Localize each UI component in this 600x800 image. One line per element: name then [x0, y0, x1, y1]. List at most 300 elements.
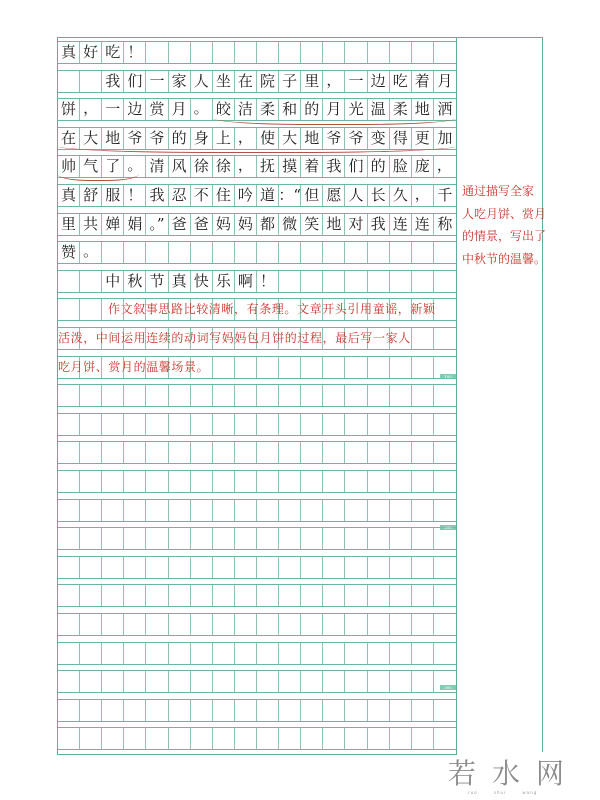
grid-cell	[279, 271, 301, 292]
grid-cell: 和	[279, 99, 301, 120]
grid-cell: 月	[437, 71, 453, 90]
grid-cell	[146, 385, 168, 406]
grid-cell	[235, 728, 257, 749]
grid-cell: 妈	[235, 214, 257, 235]
grid-row	[58, 184, 456, 207]
grid-cell: 笑	[301, 214, 323, 235]
grid-cell: 人	[191, 71, 213, 92]
grid-cell	[301, 528, 323, 549]
grid-cell: 忍	[169, 185, 191, 206]
grid-cell: 着	[412, 71, 434, 92]
grid-cell	[257, 471, 279, 492]
grid-cell	[235, 42, 257, 63]
grid-cell	[169, 614, 191, 635]
grid-cell: 爷	[146, 128, 168, 149]
grid-cell	[146, 643, 168, 664]
grid-cell	[169, 585, 191, 606]
grid-cell	[368, 643, 390, 664]
grid-cell	[412, 500, 434, 521]
grid-cell: 上	[213, 128, 235, 149]
grid-cell	[301, 557, 323, 578]
grid-cell	[102, 242, 124, 263]
grid-cell	[368, 585, 390, 606]
grid-cell: 真	[58, 185, 80, 206]
grid-cell	[169, 442, 191, 463]
grid-cell	[102, 643, 124, 664]
grid-cell	[323, 614, 345, 635]
grid-cell: 服	[102, 185, 124, 206]
grid-cell	[58, 271, 80, 292]
grid-cell	[390, 471, 412, 492]
grid-cell	[102, 442, 124, 463]
grid-cell	[257, 643, 279, 664]
grid-cell	[213, 528, 235, 549]
grid-cell	[58, 385, 80, 406]
grid-cell	[169, 242, 191, 263]
grid-cell: 月	[323, 99, 345, 120]
grid-cell	[213, 700, 235, 721]
grid-cell: 我	[323, 156, 345, 177]
grid-cell	[412, 471, 434, 492]
grid-cell	[323, 471, 345, 492]
grid-cell	[257, 500, 279, 521]
grid-cell: 婵	[102, 214, 124, 235]
grid-row	[58, 527, 456, 550]
grid-cell	[124, 614, 146, 635]
grid-cell	[146, 528, 168, 549]
grid-cell: 吟	[235, 185, 257, 206]
grid-cell: 坐	[213, 71, 235, 92]
grid-cell	[345, 614, 367, 635]
grid-row	[58, 413, 456, 436]
grid-cell	[169, 385, 191, 406]
grid-cell: 。	[191, 99, 213, 120]
grid-cell: 徐	[213, 156, 235, 177]
grid-cell	[412, 414, 434, 435]
grid-cell: ，	[436, 156, 452, 175]
grid-cell: 微	[279, 214, 301, 235]
grid-cell: 地	[301, 128, 323, 149]
grid-cell	[390, 643, 412, 664]
grid-cell	[301, 271, 323, 292]
grid-cell	[345, 643, 367, 664]
grid-cell	[80, 500, 102, 521]
grid-cell: 里	[301, 71, 323, 92]
grid-cell	[80, 614, 102, 635]
grid-cell	[124, 585, 146, 606]
grid-cell	[368, 414, 390, 435]
grid-cell: 在	[235, 71, 257, 92]
grid-cell	[345, 671, 367, 692]
grid-cell	[390, 271, 412, 292]
grid-cell: 帅	[58, 156, 80, 177]
grid-cell	[169, 700, 191, 721]
grid-cell	[169, 557, 191, 578]
grid-row	[58, 727, 456, 750]
grid-cell: 我	[102, 71, 124, 92]
grid-cell	[80, 71, 102, 92]
grid-cell	[80, 700, 102, 721]
grid-cell	[124, 242, 146, 263]
grid-cell	[279, 385, 301, 406]
grid-cell	[257, 700, 279, 721]
grid-cell	[58, 671, 80, 692]
grid-cell	[323, 242, 345, 263]
grid-cell	[102, 528, 124, 549]
grid-cell: ，	[323, 71, 345, 92]
grid-cell	[124, 671, 146, 692]
grid-cell	[169, 728, 191, 749]
grid-cell	[279, 242, 301, 263]
grid-cell	[80, 643, 102, 664]
grid-cell	[146, 557, 168, 578]
grid-cell	[124, 728, 146, 749]
grid-cell: 好	[80, 42, 102, 63]
grid-cell	[301, 385, 323, 406]
grid-cell	[412, 671, 434, 692]
grid-cell	[102, 557, 124, 578]
grid-cell	[323, 500, 345, 521]
grid-row	[58, 41, 456, 64]
grid-cell: 地	[412, 99, 434, 120]
grid-cell	[390, 614, 412, 635]
grid-cell: 风	[169, 156, 191, 177]
grid-cell: 赞	[58, 242, 80, 263]
grid-cell	[257, 671, 279, 692]
grid-cell	[80, 557, 102, 578]
grid-cell	[213, 585, 235, 606]
teacher-comment-line: 活泼，中间运用连续的动词写妈妈包月饼的过程，最后写一家人	[58, 331, 411, 345]
grid-cell	[124, 471, 146, 492]
grid-cell	[301, 614, 323, 635]
grid-cell: 光	[345, 99, 367, 120]
grid-cell	[301, 500, 323, 521]
grid-cell	[235, 671, 257, 692]
grid-cell	[80, 528, 102, 549]
watermark-logo-text: 若水网	[448, 757, 581, 790]
grid-cell	[146, 500, 168, 521]
grid-cell	[80, 271, 102, 292]
grid-cell: 住	[213, 185, 235, 206]
grid-cell	[169, 643, 191, 664]
grid-cell: 久	[390, 185, 412, 206]
grid-cell	[345, 471, 367, 492]
grid-cell	[191, 242, 213, 263]
grid-cell	[235, 700, 257, 721]
grid-cell: 我	[368, 214, 390, 235]
grid-cell	[434, 728, 456, 749]
grid-cell: 们	[124, 71, 146, 92]
grid-cell	[279, 728, 301, 749]
grid-cell	[124, 414, 146, 435]
site-watermark	[448, 758, 598, 800]
grid-cell	[412, 643, 434, 664]
grid-cell	[434, 700, 456, 721]
grid-cell	[102, 728, 124, 749]
grid-cell	[368, 700, 390, 721]
grid-cell	[434, 414, 456, 435]
grid-cell	[368, 42, 390, 63]
grid-cell	[235, 242, 257, 263]
grid-cell: 赏	[146, 99, 168, 120]
grid-cell	[58, 585, 80, 606]
grid-cell	[191, 414, 213, 435]
grid-cell	[146, 242, 168, 263]
grid-cell	[58, 728, 80, 749]
grid-cell	[345, 442, 367, 463]
grid-cell	[102, 671, 124, 692]
grid-cell	[146, 614, 168, 635]
grid-cell: 饼	[58, 99, 80, 120]
grid-cell	[102, 614, 124, 635]
grid-cell: 院	[257, 71, 279, 92]
grid-cell	[235, 471, 257, 492]
grid-cell	[390, 585, 412, 606]
grid-cell	[301, 700, 323, 721]
grid-cell	[169, 414, 191, 435]
grid-cell	[257, 614, 279, 635]
grid-cell	[80, 414, 102, 435]
grid-cell	[80, 442, 102, 463]
grid-cell	[412, 700, 434, 721]
grid-cell: 妈	[213, 214, 235, 235]
grid-cell	[390, 700, 412, 721]
grid-cell: ，	[235, 128, 257, 149]
grid-cell: 吃	[102, 42, 124, 63]
grid-cell	[191, 614, 213, 635]
grid-cell: 更	[412, 128, 434, 149]
grid-cell	[434, 42, 456, 63]
grid-cell	[412, 528, 434, 549]
grid-cell: 千	[437, 186, 453, 204]
grid-cell	[412, 728, 434, 749]
grid-cell	[345, 385, 367, 406]
grid-cell	[169, 42, 191, 63]
grid-cell	[257, 585, 279, 606]
grid-cell	[345, 42, 367, 63]
grid-cell	[191, 557, 213, 578]
grid-cell	[434, 585, 456, 606]
grid-cell	[124, 700, 146, 721]
grid-row	[58, 642, 456, 665]
grid-cell: 人	[345, 185, 367, 206]
grid-cell	[191, 671, 213, 692]
grid-cell	[58, 557, 80, 578]
grid-cell: 摸	[279, 156, 301, 177]
grid-cell	[235, 614, 257, 635]
grid-cell: 吃	[390, 71, 412, 92]
grid-cell	[257, 385, 279, 406]
grid-cell: 变	[368, 128, 390, 149]
grid-cell	[279, 42, 301, 63]
grid-cell: 共	[80, 214, 102, 235]
grid-cell	[323, 557, 345, 578]
grid-row	[58, 613, 456, 636]
grid-cell: 。	[124, 156, 146, 177]
grid-cell	[102, 471, 124, 492]
grid-cell	[146, 471, 168, 492]
grid-cell	[345, 271, 367, 292]
grid-cell	[124, 557, 146, 578]
grid-cell	[124, 528, 146, 549]
grid-cell: 一	[102, 99, 124, 120]
grid-cell	[279, 614, 301, 635]
grid-cell	[368, 442, 390, 463]
grid-cell	[345, 585, 367, 606]
grid-cell: 边	[368, 71, 390, 92]
grid-cell	[146, 700, 168, 721]
grid-cell	[434, 500, 456, 521]
grid-cell	[235, 643, 257, 664]
grid-cell	[102, 500, 124, 521]
grid-cell	[301, 242, 323, 263]
grid-cell: 柔	[390, 99, 412, 120]
grid-cell	[102, 414, 124, 435]
grid-cell	[434, 271, 456, 292]
grid-cell: 称	[437, 214, 453, 233]
grid-cell	[301, 442, 323, 463]
grid-cell: 皎	[213, 99, 235, 120]
grid-cell: 了	[102, 156, 124, 177]
grid-cell	[368, 385, 390, 406]
grid-cell	[368, 557, 390, 578]
side-teacher-note	[462, 180, 547, 270]
grid-cell: 长	[368, 185, 390, 206]
grid-cell: 地	[102, 128, 124, 149]
grid-cell	[412, 614, 434, 635]
grid-cell: 真	[169, 271, 191, 292]
grid-cell	[301, 585, 323, 606]
grid-cell	[213, 643, 235, 664]
grid-cell	[146, 728, 168, 749]
grid-row	[58, 70, 456, 93]
word-count-marker: 300	[440, 685, 456, 690]
grid-cell: 子	[279, 71, 301, 92]
grid-cell: 我	[146, 185, 168, 206]
grid-cell: 脸	[390, 156, 412, 177]
grid-cell	[257, 442, 279, 463]
grid-cell	[279, 643, 301, 664]
grid-cell	[58, 643, 80, 664]
grid-cell	[257, 242, 279, 263]
grid-cell	[235, 557, 257, 578]
grid-cell	[368, 500, 390, 521]
grid-cell: 在	[58, 128, 80, 149]
grid-cell	[390, 42, 412, 63]
grid-cell	[191, 500, 213, 521]
grid-cell	[345, 728, 367, 749]
grid-cell: 秋	[124, 271, 146, 292]
grid-cell	[257, 557, 279, 578]
side-note-line: 的情景，写出了	[462, 229, 547, 243]
grid-cell	[345, 557, 367, 578]
teacher-comment-line: 作文叙事思路比较清晰，有条理。文章开头引用童谣，新颖	[108, 302, 436, 317]
grid-cell	[235, 528, 257, 549]
grid-cell	[279, 557, 301, 578]
side-note-line: 中秋节的温馨。	[462, 251, 547, 266]
grid-cell: 使	[257, 128, 279, 149]
grid-cell	[390, 414, 412, 435]
grid-cell	[345, 242, 367, 263]
writing-grid	[57, 37, 457, 755]
grid-cell	[323, 414, 345, 435]
grid-cell	[434, 643, 456, 664]
grid-cell	[213, 414, 235, 435]
grid-cell	[80, 585, 102, 606]
grid-cell: 洁	[235, 99, 257, 120]
grid-row	[58, 584, 456, 607]
grid-cell	[146, 585, 168, 606]
grid-cell	[191, 385, 213, 406]
grid-cell: 道	[257, 185, 279, 206]
grid-cell	[412, 42, 434, 63]
grid-cell	[235, 442, 257, 463]
grid-cell	[301, 671, 323, 692]
grid-cell: 得	[390, 128, 412, 149]
grid-cell	[80, 385, 102, 406]
grid-cell: 。”	[146, 214, 168, 235]
grid-cell	[345, 500, 367, 521]
margin-comment-box	[457, 37, 547, 752]
grid-cell	[235, 385, 257, 406]
grid-cell	[213, 671, 235, 692]
grid-cell	[279, 471, 301, 492]
grid-cell: 一	[146, 71, 168, 92]
grid-cell	[58, 71, 80, 92]
grid-cell	[235, 585, 257, 606]
grid-cell	[301, 643, 323, 664]
grid-cell: 连	[412, 214, 434, 235]
grid-cell: 真	[58, 42, 80, 63]
grid-cell: 家	[169, 71, 191, 92]
grid-row	[58, 699, 456, 722]
grid-cell	[58, 700, 80, 721]
grid-cell: ，	[235, 156, 257, 177]
grid-cell	[279, 700, 301, 721]
grid-cell	[368, 271, 390, 292]
grid-cell	[80, 471, 102, 492]
grid-cell	[146, 671, 168, 692]
grid-row	[58, 470, 456, 493]
grid-cell: 地	[323, 214, 345, 235]
grid-cell: 乐	[213, 271, 235, 292]
grid-cell: 着	[301, 156, 323, 177]
grid-cell	[191, 42, 213, 63]
grid-cell	[58, 442, 80, 463]
grid-cell	[390, 385, 412, 406]
grid-cell	[102, 385, 124, 406]
grid-cell	[213, 385, 235, 406]
grid-cell	[124, 500, 146, 521]
grid-cell: 温	[368, 99, 390, 120]
grid-cell	[146, 414, 168, 435]
grid-cell	[124, 442, 146, 463]
grid-cell	[323, 528, 345, 549]
grid-row	[58, 241, 456, 264]
grid-cell: 大	[279, 128, 301, 149]
grid-cell	[169, 500, 191, 521]
grid-cell	[323, 42, 345, 63]
grid-cell: 愿	[323, 185, 345, 206]
grid-cell	[279, 500, 301, 521]
grid-cell	[58, 500, 80, 521]
grid-cell	[323, 700, 345, 721]
grid-cell: ，	[412, 185, 434, 206]
grid-cell	[235, 500, 257, 521]
grid-cell	[213, 42, 235, 63]
grid-cell: 。	[80, 242, 102, 263]
grid-cell	[257, 42, 279, 63]
